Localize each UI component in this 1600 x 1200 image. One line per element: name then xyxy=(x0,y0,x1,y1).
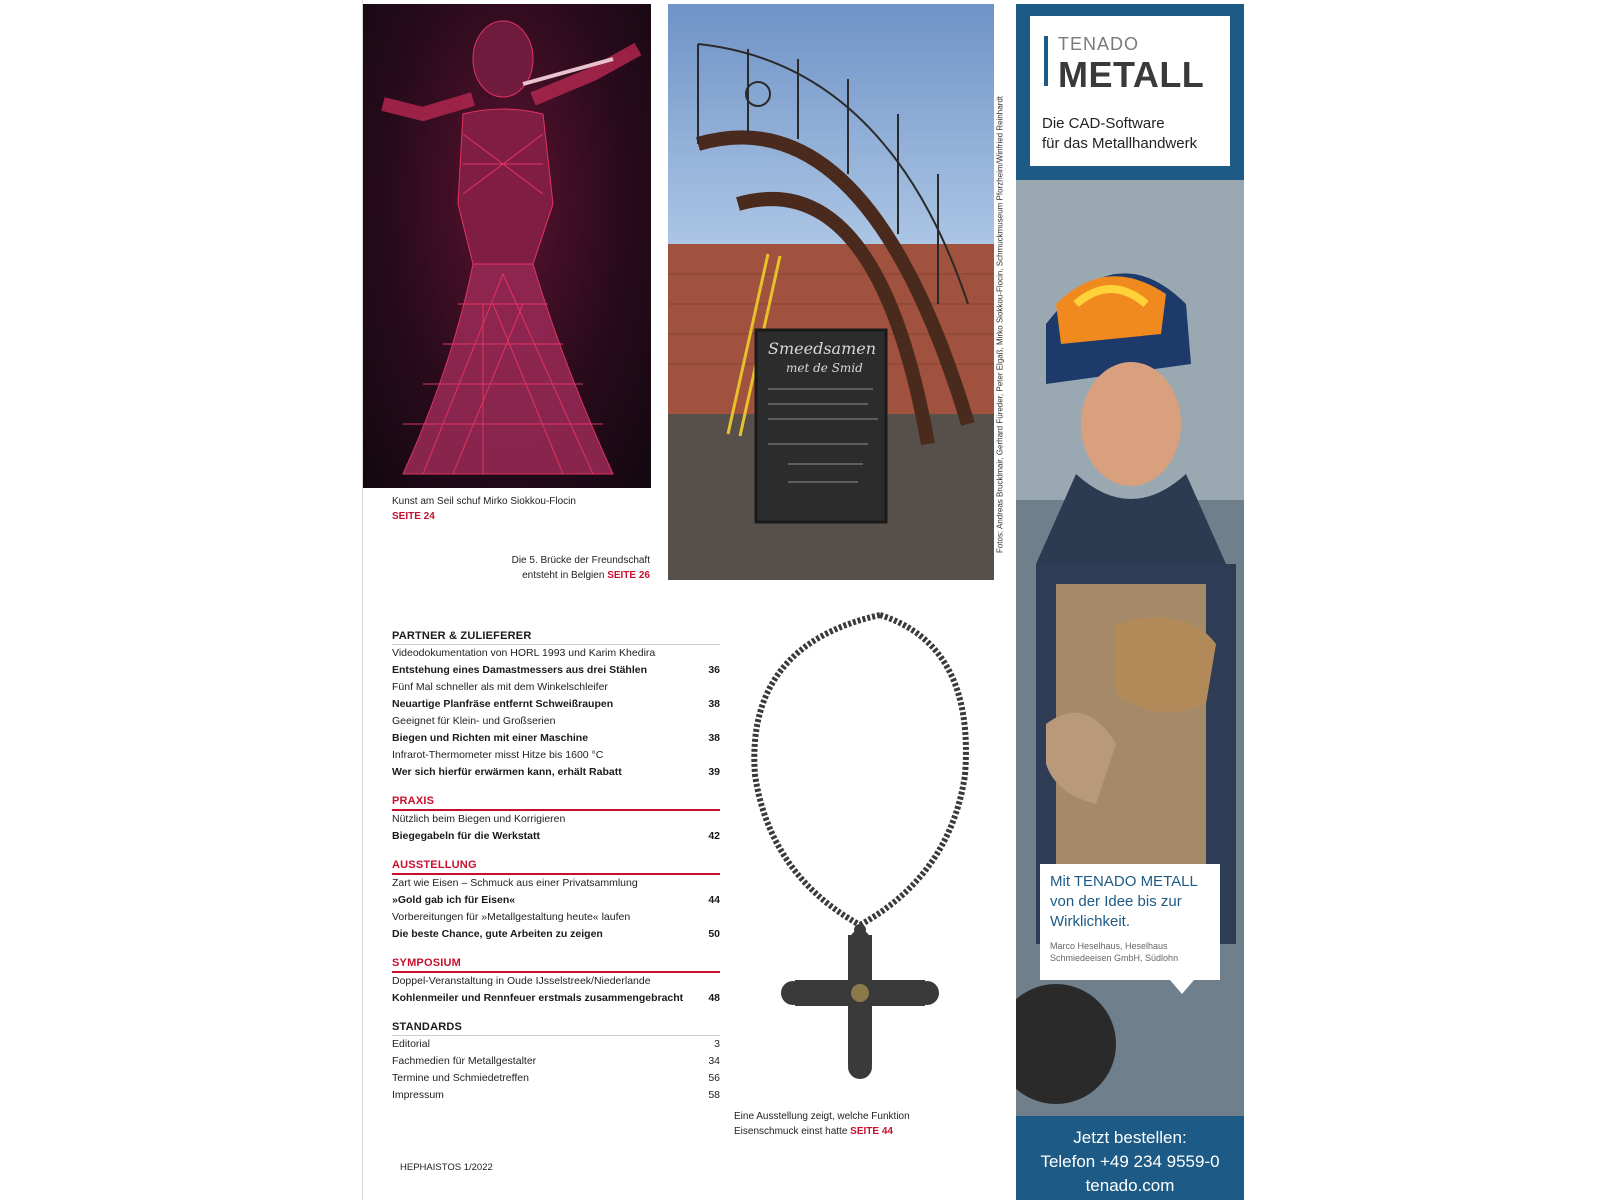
ad-quote-attribution: Marco Heselhaus, Heselhaus Schmiedeeisen GmbH, Südlohn xyxy=(1050,941,1179,963)
toc-row[interactable]: Fachmedien für Metallgestalter 34 xyxy=(392,1055,720,1067)
iron-cross-necklace-photo xyxy=(735,605,985,1095)
blackboard-text-2: met de Smid xyxy=(786,361,863,375)
toc-row[interactable]: Biegen und Richten mit einer Maschine 38 xyxy=(392,732,720,744)
toc-row[interactable]: Neuartige Planfräse entfernt Schweißraupen 38 xyxy=(392,698,720,710)
logo-brand-small: TENADO xyxy=(1058,34,1140,54)
toc-row[interactable]: Fünf Mal schneller als mit dem Winkelschleifer xyxy=(392,681,608,693)
logo-bar xyxy=(1044,36,1048,86)
ad-quote-bubble xyxy=(1040,864,1220,980)
toc-section-title: PARTNER & ZULIEFERER xyxy=(392,630,720,645)
logo-brand-big: METALL xyxy=(1058,54,1205,95)
caption-violin xyxy=(392,494,576,524)
toc-section-praxis xyxy=(392,795,720,845)
toc-section-title: SYMPOSIUM xyxy=(392,957,720,973)
table-of-contents xyxy=(392,630,720,1118)
violinist-sculpture-illustration xyxy=(363,4,651,488)
toc-row[interactable]: Zart wie Eisen – Schmuck aus einer Privatsammlung xyxy=(392,877,638,889)
caption-violin-ref[interactable]: SEITE 24 xyxy=(392,511,435,522)
ad-tagline-line2: für das Metallhandwerk xyxy=(1042,135,1198,152)
tenado-advertisement[interactable] xyxy=(1016,4,1244,1200)
photo-credit xyxy=(990,70,1006,580)
ad-header xyxy=(1016,4,1244,180)
violinist-sculpture-photo xyxy=(363,4,651,488)
ad-quote-text: Mit TENADO METALL von der Idee bis zur Wirklichkeit. xyxy=(1050,873,1198,930)
caption-bridge-line2: entsteht in Belgien xyxy=(522,570,605,581)
welder-illustration xyxy=(1016,4,1244,1200)
necklace-illustration xyxy=(735,605,985,1095)
toc-section-ausstellung xyxy=(392,859,720,943)
bridge-illustration xyxy=(668,4,994,580)
tenado-logo xyxy=(1030,16,1230,166)
toc-row[interactable]: Geeignet für Klein- und Großserien xyxy=(392,715,556,727)
toc-row[interactable]: Die beste Chance, gute Arbeiten zu zeigen 50 xyxy=(392,928,720,940)
caption-violin-text: Kunst am Seil schuf Mirko Siokkou-Flocin xyxy=(392,496,576,507)
caption-necklace-ref[interactable]: SEITE 44 xyxy=(850,1126,893,1137)
toc-section-title: PRAXIS xyxy=(392,795,720,811)
toc-row[interactable]: Doppel-Veranstaltung in Oude IJsselstreek/Niederlande xyxy=(392,975,651,987)
ad-cta-website[interactable]: tenado.com xyxy=(1085,1176,1175,1195)
toc-row[interactable]: Vorbereitungen für »Metallgestaltung heute« laufen xyxy=(392,911,631,923)
toc-row[interactable]: Infrarot-Thermometer misst Hitze bis 1600 °C xyxy=(392,749,604,761)
blackboard-text-1: Smeedsamen xyxy=(768,339,877,358)
toc-row[interactable]: Nützlich beim Biegen und Korrigieren xyxy=(392,813,566,825)
toc-row[interactable]: Biegegabeln für die Werkstatt 42 xyxy=(392,830,720,842)
ad-cta-phone[interactable]: Telefon +49 234 9559-0 xyxy=(1040,1152,1220,1171)
ad-call-to-action[interactable] xyxy=(1016,1116,1244,1200)
toc-section-title: STANDARDS xyxy=(392,1021,720,1036)
bridge-photo xyxy=(668,4,994,580)
page-footer: HEPHAISTOS 1/2022 xyxy=(400,1162,493,1173)
toc-row[interactable]: Editorial 3 xyxy=(392,1038,720,1050)
toc-section-standards xyxy=(392,1021,720,1104)
ad-tagline xyxy=(1042,114,1197,154)
toc-row[interactable]: »Gold gab ich für Eisen« 44 xyxy=(392,894,720,906)
toc-row[interactable]: Entstehung eines Damastmessers aus drei Stählen 36 xyxy=(392,664,720,676)
toc-row[interactable]: Kohlenmeiler und Rennfeuer erstmals zusammengebracht 48 xyxy=(392,992,720,1004)
ad-quote-tip xyxy=(1170,980,1194,994)
caption-bridge-ref[interactable]: SEITE 26 xyxy=(607,570,650,581)
caption-bridge xyxy=(440,553,650,583)
caption-necklace-line1: Eine Ausstellung zeigt, welche Funktion xyxy=(734,1111,910,1122)
caption-necklace xyxy=(734,1109,910,1139)
toc-section-title: AUSSTELLUNG xyxy=(392,859,720,875)
toc-section-partner xyxy=(392,630,720,781)
ad-tagline-line1: Die CAD-Software xyxy=(1042,115,1165,132)
toc-row[interactable]: Wer sich hierfür erwärmen kann, erhält Rabatt 39 xyxy=(392,766,720,778)
caption-bridge-line1: Die 5. Brücke der Freundschaft xyxy=(511,555,650,566)
toc-row[interactable]: Impressum 58 xyxy=(392,1089,720,1101)
caption-necklace-line2: Eisenschmuck einst hatte xyxy=(734,1126,848,1137)
photo-credit-text: Fotos: Andreas Brucklmair, Gerhard Füreder, Peter Elgaß, Mirko Siokkou-Flocin, Schmuckmuseum Pforzheim/Winfried Reinhardt xyxy=(995,95,1005,554)
toc-row[interactable]: Videodokumentation von HORL 1993 und Karim Khedira xyxy=(392,647,656,659)
toc-section-symposium xyxy=(392,957,720,1007)
toc-row[interactable]: Termine und Schmiedetreffen 56 xyxy=(392,1072,720,1084)
ad-cta-line1: Jetzt bestellen: xyxy=(1073,1128,1187,1147)
